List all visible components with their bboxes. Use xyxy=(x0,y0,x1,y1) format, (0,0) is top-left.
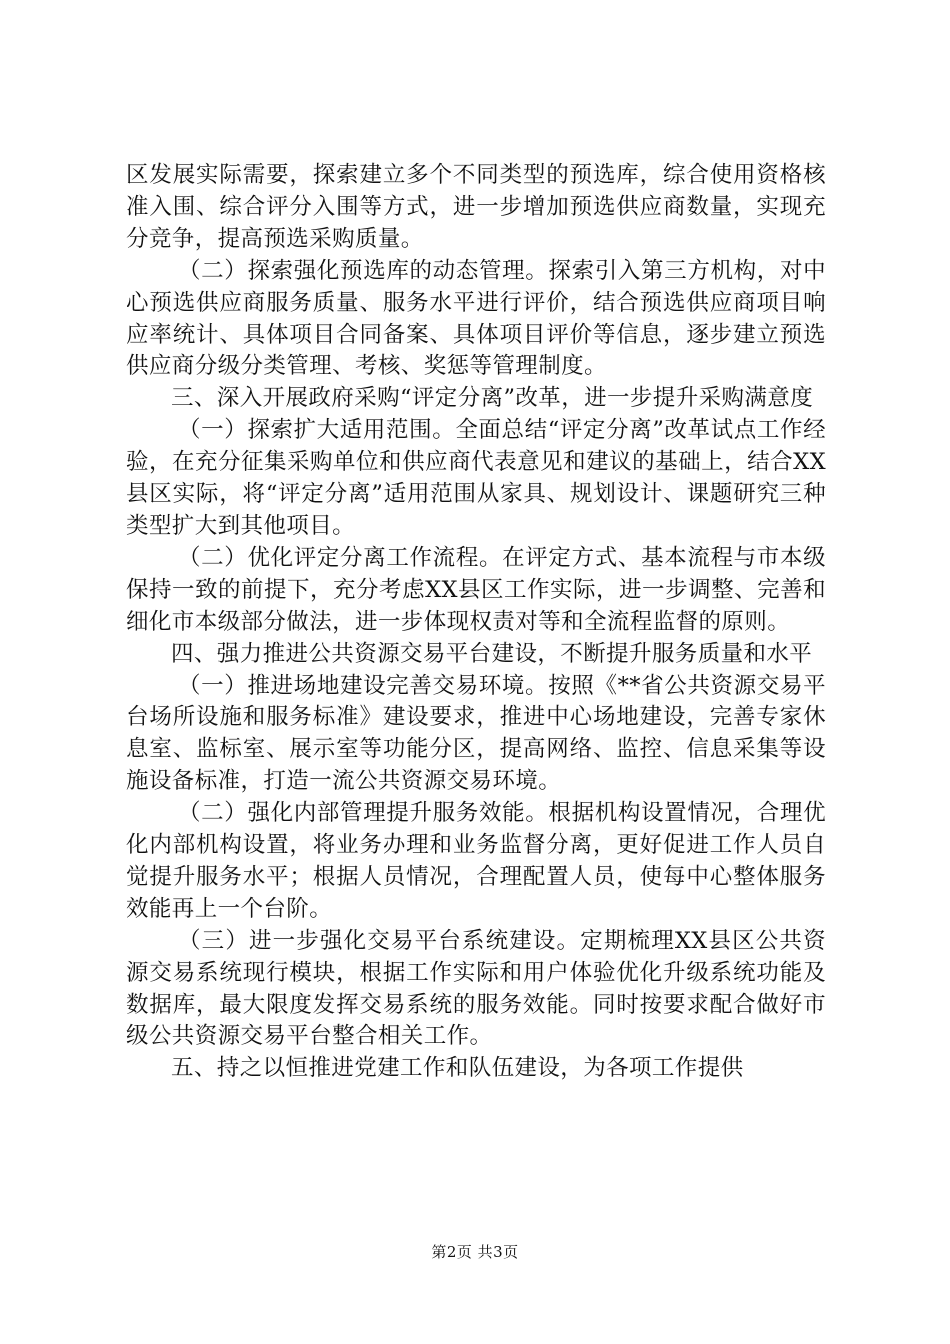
paragraph-subsection: （二）强化内部管理提升服务效能。根据机构设置情况，合理优化内部机构设置，将业务办理和业务监督分离，更好促进工作人员自觉提升服务水平；根据人员情况，合理配置人员，使每中心整体服务效能再上一个台阶。 xyxy=(126,800,826,922)
page-total: 共3页 xyxy=(477,1243,519,1261)
paragraph-subsection: （一）探索扩大适用范围。全面总结“评定分离”改革试点工作经验，在充分征集采购单位和供应商代表意见和建议的基础上，结合XX县区实际，将“评定分离”适用范围从家具、规划设计、课题研究三种类型扩大到其他项目。 xyxy=(126,417,826,539)
page-number: 第2页 xyxy=(431,1243,473,1261)
paragraph-subsection: （二）探索强化预选库的动态管理。探索引入第三方机构，对中心预选供应商服务质量、服务水平进行评价，结合预选供应商项目响应率统计、具体项目合同备案、具体项目评价等信息，逐步建立预选供应商分级分类管理、考核、奖惩等管理制度。 xyxy=(126,257,826,380)
section-heading: 四、强力推进公共资源交易平台建设，不断提升服务质量和水平 xyxy=(171,640,813,667)
document-body xyxy=(126,160,826,1085)
paragraph-subsection: （一）推进场地建设完善交易环境。按照《**省公共资源交易平台场所设施和服务标准》建设要求，推进中心场地建设，完善专家休息室、监标室、展示室等功能分区，提高网络、监控、信息采集等设施设备标准，打造一流公共资源交易环境。 xyxy=(126,672,826,795)
page-footer xyxy=(0,1242,950,1262)
paragraph-continuation: 区发展实际需要，探索建立多个不同类型的预选库，综合使用资格核准入围、综合评分入围等方式，进一步增加预选供应商数量，实现充分竞争，提高预选采购质量。 xyxy=(126,162,826,252)
section-heading: 三、深入开展政府采购“评定分离”改革，进一步提升采购满意度 xyxy=(171,385,814,412)
section-heading: 五、持之以恒推进党建工作和队伍建设，为各项工作提供 xyxy=(171,1055,744,1082)
paragraph-subsection: （三）进一步强化交易平台系统建设。定期梳理XX县区公共资源交易系统现行模块，根据工作实际和用户体验优化升级系统功能及数据库，最大限度发挥交易系统的服务效能。同时按要求配合做好市级公共资源交易平台整合相关工作。 xyxy=(126,927,826,1050)
paragraph-subsection: （二）优化评定分离工作流程。在评定方式、基本流程与市本级保持一致的前提下，充分考虑XX县区工作实际，进一步调整、完善和细化市本级部分做法，进一步体现权责对等和全流程监督的原则。 xyxy=(126,544,826,635)
